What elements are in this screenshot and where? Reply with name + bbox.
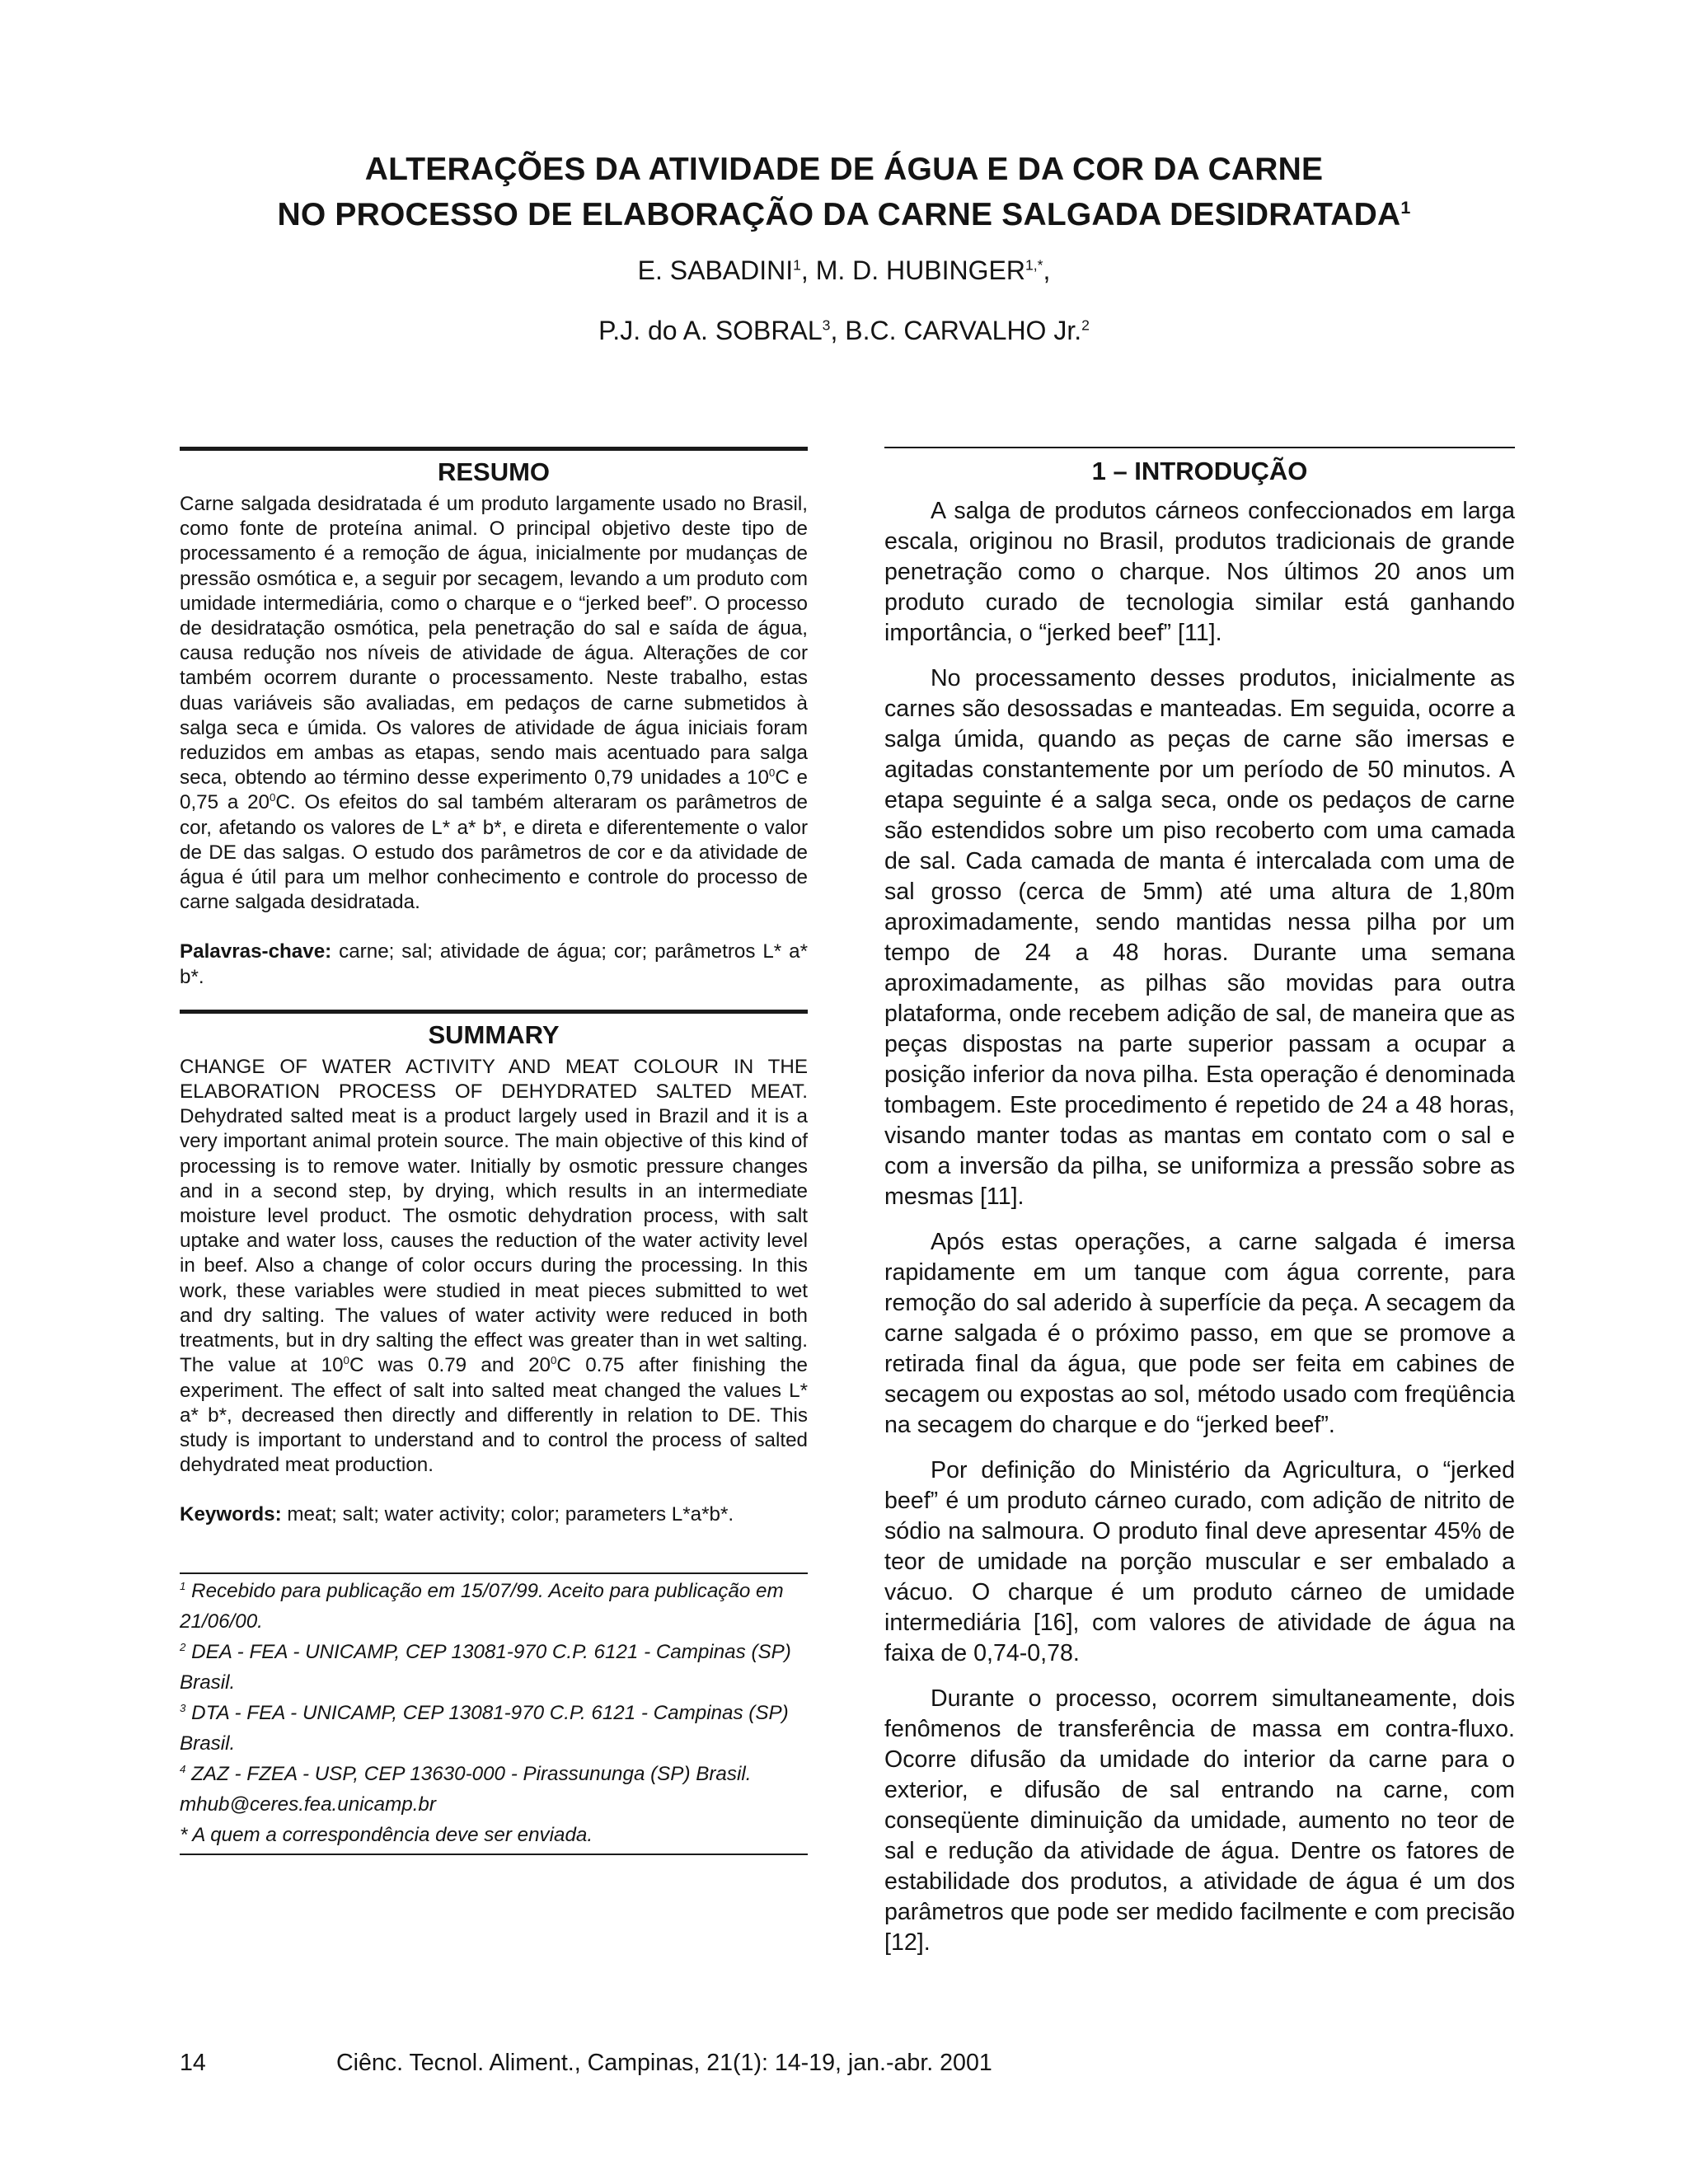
article-title [0,147,1688,237]
footnote-1-text: Recebido para publicação em 15/07/99. Aceito para publicação em 21/06/00. [180,1579,784,1633]
resumo-keywords-text: carne; sal; atividade de água; cor; parâmetros L* a* b*. [180,940,808,988]
summary-heading: SUMMARY [428,1019,560,1049]
title-line-2-text: NO PROCESSO DE ELABORAÇÃO DA CARNE SALGADA DESIDRATADA [277,197,1401,232]
summary-degree-1: 0 [343,1354,349,1367]
authors-line-2 [0,316,1688,346]
intro-paragraph-4: Por definição do Ministério da Agricultura, o “jerked beef” é um produto cárneo curado, com adição de nitrito de sódio na salmoura. O produto final deve apresentar 45% de teor de umidade na porção muscular e ser embalado a vácuo. O charque é um produto cárneo de umidade intermediária [16], com valores de atividade de água na faixa de 0,74-0,78. [884,1457,1515,1666]
resumo-keywords-label: Palavras-chave: [180,940,332,963]
resumo-text-b: C e 0,75 a 20 [180,766,808,814]
author-sobral-affil: 3 [822,316,831,334]
intro-paragraph-2: No processamento desses produtos, inicialmente as carnes são desossadas e manteadas. Em seguida, ocorre a salga úmida, quando as peças de carne são imersas e agitadas constantemente por um período de 50 minutos. A etapa seguinte é a salga seca, onde os pedaços de carne são estendidos sobre um piso recoberto com uma camada de sal. Cada camada de manta é intercalada com uma de sal grosso (cerca de 5mm) até uma altura de 1,80m aproximadamente, sendo mantidas nessa pilha por um tempo de 24 a 48 horas. Durante uma semana aproximadamente, as pilhas são movidas para outra plataforma, onde recebem adição de sal, de maneira que as peças dispostas na parte superior passam a ocupar a posição inferior da nova pilha. Esta operação é denominada tombagem. Este procedimento é repetido de 24 a 48 horas, visando manter todas as mantas em contato com o sal e com a inversão da pilha, se uniformiza a pressão sobre as mesmas [11]. [884,665,1515,1210]
footnote-correspondence: * A quem a correspondência deve ser enviada. [180,1823,593,1846]
intro-paragraph-5: Durante o processo, ocorrem simultaneamente, dois fenômenos de transferência de massa em contra-fluxo. Ocorre difusão da umidade do interior da carne para o exterior, e difusão de sal entrando na carne, com conseqüente diminuição da umidade, aumento no teor de sal e redução da atividade de água. Dentre os fatores de estabilidade dos produtos, a atividade de água é um dos parâmetros que pode ser medido facilmente e com precisão [12]. [884,1685,1515,1956]
authors-line-1 [0,255,1688,286]
summary-keywords-text: meat; salt; water activity; color; parameters L*a*b*. [281,1503,734,1526]
footnote-4-text: ZAZ - FZEA - USP, CEP 13630-000 - Pirassununga (SP) Brasil. [185,1762,752,1785]
footnotes-bottom-rule [180,1854,808,1855]
author-hubinger-affil: 1,* [1025,256,1043,274]
title-line-2 [0,192,1688,237]
summary-keywords-label: Keywords: [180,1503,282,1526]
summary-degree-2: 0 [551,1354,557,1367]
summary-text-c: C 0.75 after finishing the experiment. The effect of salt into salted meat changed the values L* a* b*, decreased then directly and differently in relation to DE. This study is important to understand and to control the process of salted dehydrated meat production. [180,1354,808,1477]
summary-top-rule [180,1010,808,1014]
footnote-4 [180,1759,808,1789]
page-number: 14 [180,2050,206,2076]
summary-text-a: Dehydrated salted meat is a product largely used in Brazil and it is a very important animal protein source. The main objective of this kind of processing is to remove water. Initially by osmotic pressure changes and in a second step, by drying, which results in an intermediate moisture level product. The osmotic dehydration process, with salt uptake and water loss, causes the reduction of the water activity level in beef. Also a change of color occurs during the processing. In this work, these variables were studied in meat pieces submitted to wet and dry salting. The values of water activity were reduced in both treatments, but in dry salting the effect was greater than in wet salting. The value at 10 [180,1105,808,1377]
summary-keywords [180,1502,808,1527]
resumo-text-a: Carne salgada desidratada é um produto largamente usado no Brasil, como fonte de proteína animal. O principal objetivo deste tipo de processamento é a remoção de água, inicialmente por mudanças de pressão osmótica e, a seguir por secagem, levando a um produto com umidade intermediária, como o charque e o “jerked beef”. O processo de desidratação osmótica, pela penetração do sal e saída de água, causa redução nos níveis de atividade de água. Alterações de cor também ocorrem durante o processamento. Neste trabalho, estas duas variáveis são avaliadas, em pedaços de carne submetidos à salga seca e úmida. Os valores de atividade de água iniciais foram reduzidos em ambas as etapas, sendo mais acentuado para salga seca, obtendo ao término desse experimento 0,79 unidades a 10 [180,493,808,790]
footnote-1-mark: 1 [180,1579,186,1592]
summary-text-b: C was 0.79 and 20 [349,1354,551,1377]
title-line-1: ALTERAÇÕES DA ATIVIDADE DE ÁGUA E DA COR DA CARNE [364,152,1324,187]
footnote-2-text: DEA - FEA - UNICAMP, CEP 13081-970 C.P. 6121 - Campinas (SP) Brasil. [180,1640,791,1694]
author-carvalho: , B.C. CARVALHO Jr. [830,316,1082,345]
resumo-text [180,492,808,915]
author-hubinger: , M. D. HUBINGER [800,255,1025,285]
author-sabadini: E. SABADINI [637,255,794,285]
resumo-degree-2: 0 [270,791,276,804]
intro-paragraph-3: Após estas operações, a carne salgada é imersa rapidamente em um tanque com água corrente, para remoção do sal aderido à superfície da peça. A secagem da carne salgada é o próximo passo, em que se promove a retirada final da água, que pode ser feita em cabines de secagem ou expostas ao sol, método usado com freqüência na secagem do charque e do “jerked beef”. [884,1229,1515,1438]
resumo-heading: RESUMO [437,457,551,486]
intro-top-rule [884,447,1515,448]
title-footnote-mark: 1 [1400,198,1411,218]
journal-citation: Ciênc. Tecnol. Aliment., Campinas, 21(1): 14-19, jan.-abr. 2001 [336,2050,992,2076]
resumo-degree-1: 0 [768,766,776,780]
intro-paragraph-1: A salga de produtos cárneos confeccionados em larga escala, originou no Brasil, produtos tradicionais de grande penetração como o charque. Nos últimos 20 anos um produto curado de tecnologia similar está ganhando importância, o “jerked beef” [11]. [884,498,1515,646]
footnote-2 [180,1637,808,1698]
footnote-3-mark: 3 [180,1701,186,1714]
resumo-keywords [180,940,808,989]
authors-line-1-end: , [1043,255,1051,285]
left-column [180,447,808,1855]
summary-text [180,1055,808,1478]
footnote-email: mhub@ceres.fea.unicamp.br [180,1793,436,1816]
author-sabadini-affil: 1 [793,256,801,274]
footnotes-top-rule [180,1572,808,1574]
intro-heading: 1 – INTRODUÇÃO [1091,457,1308,485]
footnotes [180,1576,808,1850]
footnote-2-mark: 2 [180,1640,186,1653]
footnote-1 [180,1576,808,1637]
author-sobral: P.J. do A. SOBRAL [598,316,823,345]
footnote-4-mark: 4 [180,1762,186,1775]
summary-title-text: CHANGE OF WATER ACTIVITY AND MEAT COLOUR IN THE ELABORATION PROCESS OF DEHYDRATED SALTED MEAT. [180,1055,808,1104]
right-column [884,447,1515,1973]
resumo-top-rule [180,447,808,451]
author-carvalho-affil: 2 [1081,316,1090,334]
footnote-3-text: DTA - FEA - UNICAMP, CEP 13081-970 C.P. 6121 - Campinas (SP) Brasil. [180,1701,789,1755]
resumo-text-c: C. Os efeitos do sal também alteraram os parâmetros de cor, afetando os valores de L* a* b*, e direta e diferentemente o valor de DE das salgas. O estudo dos parâmetros de cor e da atividade de água é útil para um melhor conhecimento e controle do processo de carne salgada desidratada. [180,791,808,914]
intro-body [884,496,1515,1958]
footnote-3 [180,1698,808,1759]
